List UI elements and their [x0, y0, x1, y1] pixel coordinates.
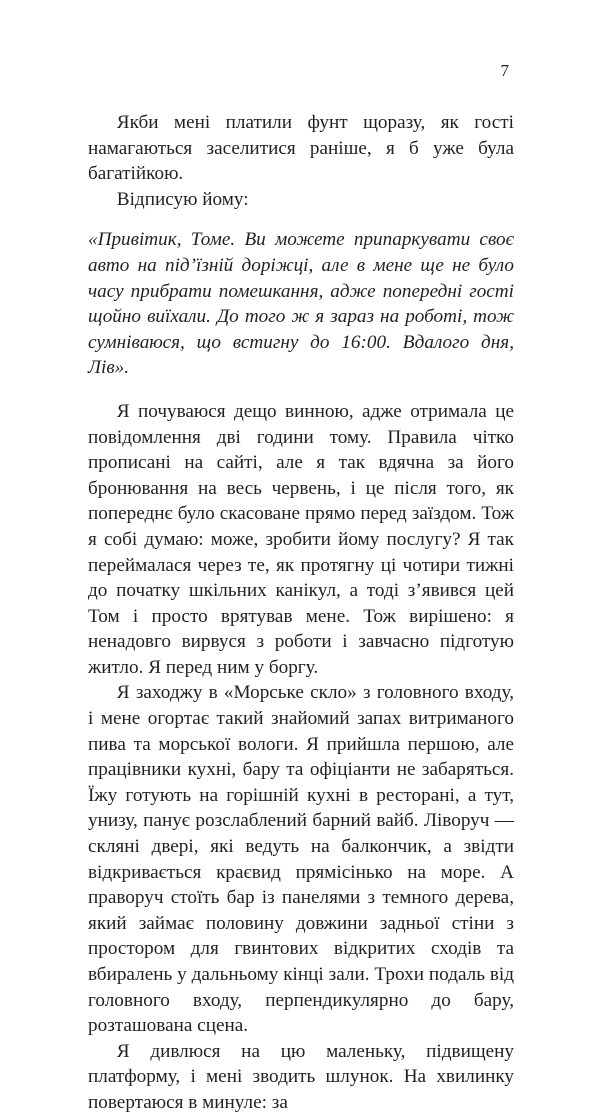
text-body — [88, 110, 514, 1116]
quoted-message: «Привітик, Томе. Ви можете припаркувати своє авто на під’їзній доріжці, але в мене ще не було часу прибрати помешкання, адже попередні гості щойно виїхали. До того ж я зараз на роботі, тож сумніваюся, що встигну до 16:00. Вдалого дня, Лів». — [88, 229, 514, 379]
paragraph-5: Я дивлюся на цю маленьку, підвищену платформу, і мені зводить шлунок. На хвилинку повертаюся в минуле: за — [88, 1040, 514, 1113]
paragraph-1: Якби мені платили фунт щоразу, як гості намагаються заселитися раніше, я б уже була багатійкою. — [88, 112, 514, 185]
paragraph-3: Я почуваюся дещо винною, адже отримала це повідомлення дві години тому. Правила чітко прописані на сайті, але я так вдячна за його бронювання на весь червень, і це після того, як попереднє було скасоване прямо перед заїздом. Тож я собі думаю: може, зробити йому послугу? Я так переймалася через те, як протягну ці чотири тижні до початку шкільних канікул, а тоді з’явився цей Том і просто врятував мене. Тож вирішено: я ненадовго вирвуся з роботи і завчасно підготую житло. Я перед ним у боргу. — [88, 400, 514, 678]
paragraph-4: Я заходжу в «Морське скло» з головного входу, і мене огортає такий знайомий запах витриманого пива та морської вологи. Я прийшла першою, але працівники кухні, бару та офіціанти не забаряться. Їжу готують на горішній кухні в ресторані, а тут, унизу, панує розслаблений барний вайб. Ліворуч — скляні двері, які ведуть на балкончик, а звідти відкривається краєвид прямісінько на море. А праворуч стоїть бар із панелями з темного дерева, який займає половину довжини задньої стіни з простором для гвинтових відкритих сходів та вбиралень у дальньому кінці зали. Трохи подаль від головного входу, перпендикулярно до бару, розташована сцена. — [88, 682, 514, 1037]
page-number: 7 — [500, 61, 509, 80]
paragraph-2: Відписую йому: — [116, 188, 249, 210]
